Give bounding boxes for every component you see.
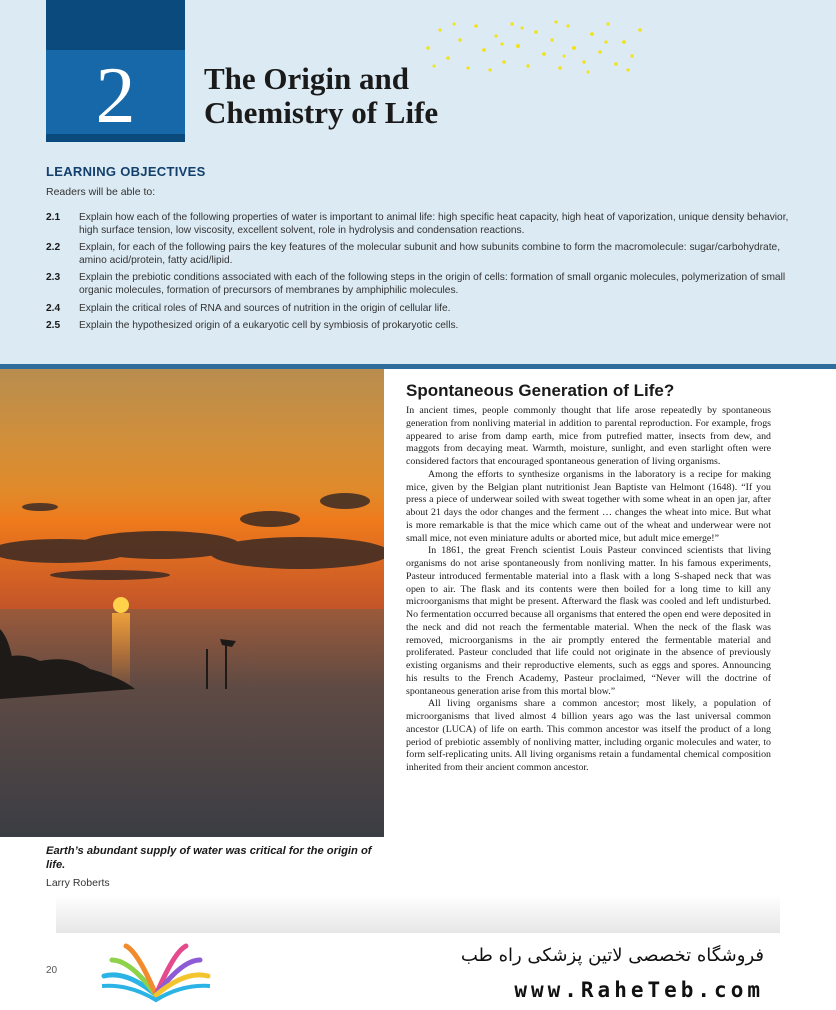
- objective-text: Explain the critical roles of RNA and sources of nutrition in the origin of cellular life.: [79, 302, 451, 314]
- chapter-title-line-1: The Origin and: [204, 61, 409, 96]
- objective-item: [46, 320, 806, 333]
- sunset-photo: [0, 369, 384, 837]
- objective-number: 2.2: [46, 242, 61, 254]
- photo-caption: Earth’s abundant supply of water was critical for the origin of life.: [46, 845, 372, 871]
- learning-objectives-heading: LEARNING OBJECTIVES: [46, 164, 206, 179]
- article-body: [406, 405, 771, 775]
- page-number: 20: [46, 965, 58, 976]
- objective-number: 2.4: [46, 302, 61, 314]
- article-paragraph: Among the efforts to synthesize organisms in the laboratory is a recipe for making mice, given by the Belgian plant nutritionist Jean Baptiste van Helmont (1648). “If you press a piece of underwear soiled with sweat together with some wheat in an open jar, after about 21 days the odor changes and the ferment … changes the wheat into mice. But what is more remarkable is that the mice which came out of the wheat and underwear were not small mice, not even miniature adults or aborted mice, but adult mice emerge!”: [406, 468, 771, 544]
- promo-text: فروشگاه تخصصی لاتین پزشکی راه طب: [460, 945, 764, 966]
- chapter-number: 2: [95, 52, 136, 140]
- chapter-title: [204, 62, 438, 130]
- objective-number: 2.1: [46, 212, 61, 223]
- objective-number: 2.5: [46, 320, 61, 332]
- objective-text: Explain how each of the following properties of water is important to animal life: high specific heat capacity, high heat of vaporization, unique density behavior, high surface tension, low viscosity, excellent solvent, role in hydrolysis and condensation reactions.: [79, 212, 789, 236]
- article-title: Spontaneous Generation of Life?: [406, 381, 675, 400]
- objective-item: [46, 272, 806, 297]
- objective-text: Explain, for each of the following pairs the key features of the molecular subunit and how subunits combine to form the macromolecule: sugar/carbohydrate, amino acid/protein, fatty acid/lipid.: [79, 242, 781, 266]
- objective-text: Explain the prebiotic conditions associated with each of the following steps in the origin of cells: formation of small organic molecules, polymerization of small organic molecules, formation of precursors of membranes by amphiphilic molecules.: [79, 272, 786, 296]
- chapter-title-line-2: Chemistry of Life: [204, 95, 439, 130]
- objective-text: Explain the hypothesized origin of a eukaryotic cell by symbiosis of prokaryotic cells.: [79, 320, 459, 332]
- article-paragraph: All living organisms share a common ancestor; most likely, a population of microorganisms that lived almost 4 billion years ago was the last universal common ancestor (LUCA) of life on earth. This common ancestor was itself the product of a long period of prebiotic assembly of nonliving matter, including organic molecules and water, to form self-replicating units. All living organisms retain a fundamental chemical composition inherited from their ancient common ancestor.: [406, 698, 771, 773]
- learning-objectives-list: [46, 212, 806, 338]
- objective-number: 2.3: [46, 272, 61, 284]
- open-book-logo-icon: [96, 940, 216, 1005]
- photo-credit: Larry Roberts: [46, 877, 110, 889]
- promo-url: www.RaheTeb.com: [514, 978, 764, 1002]
- chapter-block-top: [46, 0, 185, 50]
- article-paragraph: In ancient times, people commonly thought that life arose repeatedly by spontaneous generation from nonliving material in addition to parental reproduction. For example, frogs appeared to arise from damp earth, mice from putrefied matter, insects from dew, and maggots from decaying meat. Warmth, moisture, sunlight, and even starlight often were considered factors that encouraged spontaneous generation of living organisms.: [406, 405, 771, 467]
- objective-item: [46, 242, 806, 267]
- objective-item: [46, 212, 806, 237]
- objective-item: [46, 303, 806, 316]
- learning-objectives-intro: Readers will be able to:: [46, 186, 156, 198]
- page-bottom-shadow: [56, 895, 780, 933]
- article-paragraph: In 1861, the great French scientist Louis Pasteur convinced scientists that living organisms do not arise spontaneously from nonliving matter. In his famous experiments, Pasteur introduced fermentable material into a flask with a long S-shaped neck that was open to air. The flask and its contents were then boiled for a long time to kill any microorganisms that might be present. Afterward the flask was cooled and left undisturbed. No fermentation occurred because all organisms that entered the open end were deposited in the neck and did not reach the fermentable material. When the neck of the flask was removed, microorganisms in the air promptly entered the fermentable material and proliferated. Pasteur concluded that life could not originate in the absence of previously existing organisms and their reproductive elements, such as eggs and spores. Announcing his results to the French Academy, Pasteur proclaimed, “Never will the doctrine of spontaneous generation arise from this mortal blow.”: [406, 545, 771, 697]
- decorative-dots: [418, 18, 648, 78]
